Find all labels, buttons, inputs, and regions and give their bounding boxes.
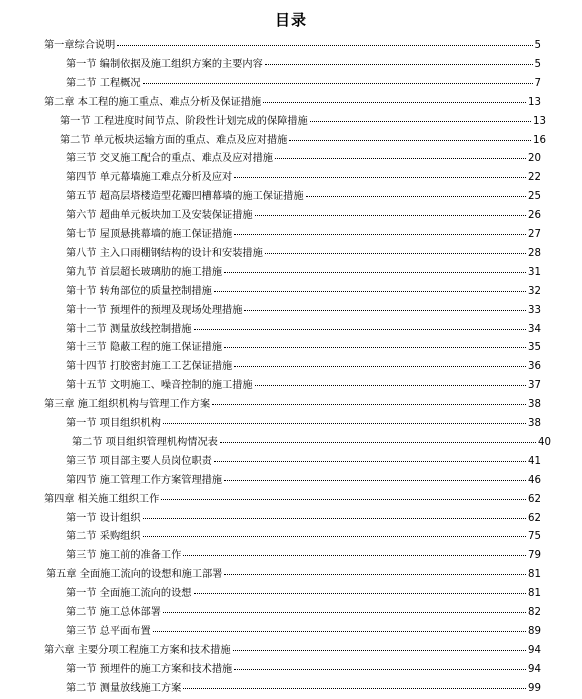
dot-leader xyxy=(143,518,526,519)
toc-section-row[interactable] xyxy=(66,546,541,566)
toc-entry-title: 第二节 采购组织 xyxy=(66,531,141,543)
toc-page-number: 7 xyxy=(534,77,541,89)
dot-leader xyxy=(265,253,526,254)
toc-section-row[interactable] xyxy=(66,320,541,340)
toc-entry-title: 第二节 施工总体部署 xyxy=(66,607,161,618)
toc-page-number: 62 xyxy=(528,512,541,524)
toc-entry-title: 第二节 工程概况 xyxy=(66,77,141,89)
dot-leader xyxy=(244,310,526,311)
toc-chapter-row[interactable] xyxy=(44,641,541,661)
toc-section-row[interactable] xyxy=(66,622,541,642)
toc-section-row[interactable] xyxy=(66,679,541,699)
toc-page-number: 99 xyxy=(528,682,541,694)
toc-page-number: 22 xyxy=(528,172,541,184)
toc-section-row[interactable] xyxy=(66,244,541,264)
toc-page-number: 75 xyxy=(528,531,541,543)
dot-leader xyxy=(143,536,526,537)
dot-leader xyxy=(224,574,526,575)
toc-page-number: 33 xyxy=(528,304,541,316)
toc-chapter-row[interactable] xyxy=(44,36,541,56)
toc-page-number: 94 xyxy=(528,663,541,675)
dot-leader xyxy=(163,612,526,613)
toc-page-number: 13 xyxy=(528,96,541,108)
toc-section-row[interactable] xyxy=(66,603,541,623)
toc-section-row[interactable] xyxy=(66,471,541,491)
dot-leader xyxy=(224,272,526,273)
dot-leader xyxy=(214,291,526,292)
toc-page-number: 89 xyxy=(528,625,541,637)
toc-entry-title: 第一节 工程进度时间节点、阶段性计划完成的保障措施 xyxy=(60,115,308,127)
toc-entry-title: 第九节 首层超长玻璃肋的施工措施 xyxy=(66,266,223,278)
toc-page-number: 81 xyxy=(528,588,541,600)
toc-page-number: 37 xyxy=(528,380,541,392)
toc-section-row[interactable] xyxy=(60,131,546,151)
dot-leader xyxy=(275,158,526,159)
toc-entry-title: 第一节 设计组织 xyxy=(66,512,141,524)
dot-leader xyxy=(265,64,533,65)
dot-leader xyxy=(117,45,532,46)
toc-page-number: 36 xyxy=(528,361,541,373)
dot-leader xyxy=(289,140,531,141)
toc-entry-title: 第四章 相关施工组织工作 xyxy=(44,493,160,505)
dot-leader xyxy=(234,177,526,178)
toc-section-row[interactable] xyxy=(66,660,541,680)
dot-leader xyxy=(234,234,526,235)
toc-entry-title: 第四节 施工管理工作方案管理措施 xyxy=(66,474,223,486)
toc-page-number: 27 xyxy=(528,229,541,240)
toc-page-number: 5 xyxy=(534,58,541,70)
dot-leader xyxy=(161,499,526,500)
toc-entry-title: 第十三节 隐蔽工程的施工保证措施 xyxy=(66,342,223,354)
dot-leader xyxy=(220,442,536,443)
dot-leader xyxy=(255,215,526,216)
toc-entry-title: 第二节 项目组织管理机构情况表 xyxy=(72,436,218,448)
toc-section-row[interactable] xyxy=(66,168,541,188)
toc-page-number: 31 xyxy=(528,266,541,278)
dot-leader xyxy=(194,329,527,330)
toc-entry-title: 第五章 全面施工流向的设想和施工部署 xyxy=(46,569,223,581)
toc-page-number: 94 xyxy=(528,644,541,656)
dot-leader xyxy=(234,669,526,670)
toc-section-row[interactable] xyxy=(66,376,541,396)
dot-leader xyxy=(255,385,526,386)
dot-leader xyxy=(263,102,526,103)
dot-leader xyxy=(194,593,527,594)
toc-entry-title: 第一节 编制依据及施工组织方案的主要内容 xyxy=(66,58,263,70)
toc-section-row[interactable] xyxy=(66,225,541,245)
toc-entry-title: 第三节 施工前的准备工作 xyxy=(66,550,182,562)
toc-section-row[interactable] xyxy=(66,357,541,377)
toc-entry-title: 第六节 超曲单元板块加工及安装保证措施 xyxy=(66,210,253,222)
toc-entry-title: 第十一节 预埋件的预埋及现场处理措施 xyxy=(66,304,243,316)
toc-entry-title: 第十二节 测量放线控制措施 xyxy=(66,323,192,335)
toc-entry-title: 第八节 主入口雨棚钢结构的设计和安装措施 xyxy=(66,247,263,259)
dot-leader xyxy=(233,650,526,651)
toc-section-row[interactable] xyxy=(66,338,541,358)
dot-leader xyxy=(224,480,526,481)
toc-section-row[interactable] xyxy=(66,206,541,226)
toc-entry-title: 第十节 转角部位的质量控制措施 xyxy=(66,285,212,297)
toc-entry-title: 第十四节 打胶密封施工工艺保证措施 xyxy=(66,361,233,373)
toc-page-number: 25 xyxy=(528,191,541,203)
toc-entry-title: 第一节 预埋件的施工方案和技术措施 xyxy=(66,663,233,675)
dot-leader xyxy=(214,461,526,462)
toc-page-number: 81 xyxy=(528,569,541,581)
dot-leader xyxy=(310,121,531,122)
toc-section-row[interactable] xyxy=(66,527,541,547)
toc-entry-title: 第三章 施工组织机构与管理工作方案 xyxy=(44,399,211,411)
toc-entry-title: 第二节 单元板块运输方面的重点、难点及应对措施 xyxy=(60,134,288,146)
toc-page-number: 40 xyxy=(538,436,551,448)
toc-page-number: 32 xyxy=(528,285,541,297)
toc-page-number: 38 xyxy=(528,418,541,429)
toc-section-row[interactable] xyxy=(66,74,541,94)
page-title: 目录 xyxy=(274,11,307,29)
toc-page-number: 62 xyxy=(528,493,541,505)
toc-page-number: 41 xyxy=(528,455,541,467)
toc-entry-title: 第三节 交叉施工配合的重点、难点及应对措施 xyxy=(66,153,273,165)
toc-page-number: 38 xyxy=(528,399,541,411)
toc-page-number: 16 xyxy=(533,134,546,146)
toc-page-number: 46 xyxy=(528,474,541,486)
toc-chapter-row[interactable] xyxy=(44,490,541,510)
toc-entry-title: 第三节 项目部主要人员岗位职责 xyxy=(66,455,212,467)
toc-section-row[interactable] xyxy=(66,584,541,604)
toc-section-row[interactable] xyxy=(66,282,541,302)
dot-leader xyxy=(153,631,526,632)
dot-leader xyxy=(143,83,533,84)
toc-entry-title: 第四节 单元幕墙施工难点分析及应对 xyxy=(66,172,233,184)
toc-entry-title: 第六章 主要分项工程施工方案和技术措施 xyxy=(44,644,231,656)
toc-chapter-row[interactable] xyxy=(46,565,541,585)
toc-section-row[interactable] xyxy=(66,414,541,434)
toc-entry-title: 第二节 测量放线施工方案 xyxy=(66,682,182,694)
toc-section-row[interactable] xyxy=(72,433,551,453)
toc-entry-title: 第二章 本工程的施工重点、难点分析及保证措施 xyxy=(44,96,262,108)
toc-section-row[interactable] xyxy=(66,55,541,75)
toc-chapter-row[interactable] xyxy=(44,395,541,415)
toc-page-number: 20 xyxy=(528,153,541,165)
toc-page-number: 79 xyxy=(528,550,541,562)
toc-page-number: 82 xyxy=(528,607,541,618)
toc-section-row[interactable] xyxy=(66,301,541,321)
dot-leader xyxy=(212,404,526,405)
dot-leader xyxy=(306,196,526,197)
toc-section-row[interactable] xyxy=(66,509,541,529)
toc-section-row[interactable] xyxy=(66,452,541,472)
toc-chapter-row[interactable] xyxy=(44,93,541,113)
toc-section-row[interactable] xyxy=(66,149,541,169)
toc-page-number: 35 xyxy=(528,342,541,354)
toc-entry-title: 第七节 屋顶悬挑幕墙的施工保证措施 xyxy=(66,229,233,240)
toc-entry-title: 第一章综合说明 xyxy=(44,40,116,51)
toc-entry-title: 第三节 总平面布置 xyxy=(66,625,151,637)
dot-leader xyxy=(224,347,526,348)
toc-page-number: 26 xyxy=(528,210,541,222)
dot-leader xyxy=(183,555,526,556)
toc-section-row[interactable] xyxy=(66,263,541,283)
toc-entry-title: 第一节 项目组织机构 xyxy=(66,418,161,429)
toc-page-number: 5 xyxy=(534,40,541,51)
toc-page-number: 34 xyxy=(528,323,541,335)
dot-leader xyxy=(234,366,526,367)
toc-page-number: 13 xyxy=(533,115,546,127)
toc-page-number: 28 xyxy=(528,247,541,259)
toc-section-row[interactable] xyxy=(60,112,546,132)
dot-leader xyxy=(163,423,526,424)
toc-entry-title: 第一节 全面施工流向的设想 xyxy=(66,588,192,600)
toc-entry-title: 第五节 超高层塔楼造型花瓣凹槽幕墙的施工保证措施 xyxy=(66,191,304,203)
toc-section-row[interactable] xyxy=(66,187,541,207)
toc-entry-title: 第十五节 文明施工、噪音控制的施工措施 xyxy=(66,380,253,392)
